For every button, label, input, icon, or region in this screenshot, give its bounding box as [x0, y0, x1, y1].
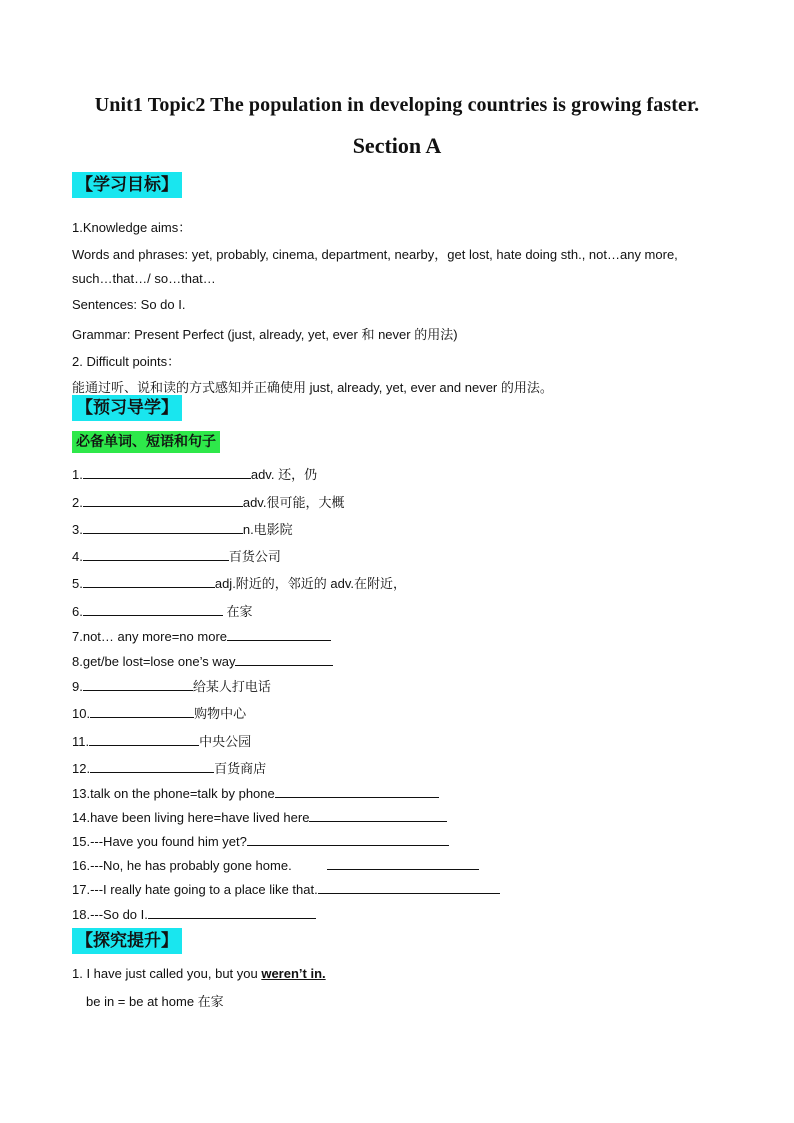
- goals-line-4: Sentences: So do I.: [72, 297, 186, 312]
- list-item: 10. 购物中心: [72, 706, 247, 721]
- list-item: 8.get/be lost=lose one’s way: [72, 652, 333, 669]
- answer-blank[interactable]: [318, 880, 500, 894]
- list-item: 7.not… any more=no more: [72, 627, 331, 644]
- explore-tag: 【探究提升】: [72, 928, 182, 954]
- answer-blank[interactable]: [83, 547, 229, 561]
- answer-blank[interactable]: [83, 677, 193, 691]
- list-item: 6. 在家: [72, 604, 253, 619]
- answer-blank[interactable]: [90, 704, 194, 718]
- list-item: 14.have been living here=have lived here: [72, 808, 447, 825]
- answer-blank[interactable]: [83, 602, 223, 616]
- list-item: 2. adv.很可能，大概: [72, 495, 345, 510]
- answer-blank[interactable]: [83, 493, 243, 507]
- list-item: 1. adv. 还，仍: [72, 467, 318, 482]
- list-item: 16.---No, he has probably gone home.: [72, 856, 479, 873]
- page-title: Unit1 Topic2 The population in developing countries is growing faster.: [94, 94, 700, 116]
- list-item: 5. adj.附近的，邻近的 adv.在附近，: [72, 576, 407, 591]
- list-item: 12. 百货商店: [72, 761, 267, 776]
- answer-blank[interactable]: [83, 574, 215, 588]
- section-title: Section A: [352, 133, 442, 158]
- answer-blank[interactable]: [148, 905, 316, 919]
- goals-line-7: 能通过听、说和读的方式感知并正确使用 just, already, yet, ever and never 的用法。: [72, 380, 553, 395]
- answer-blank[interactable]: [327, 856, 479, 870]
- goals-tag: 【学习目标】: [72, 172, 182, 198]
- goals-line-5: Grammar: Present Perfect (just, already, yet, ever 和 never 的用法): [72, 327, 458, 342]
- list-item: 15.---Have you found him yet?: [72, 832, 449, 849]
- answer-blank[interactable]: [247, 832, 449, 846]
- list-item: 4. 百货公司: [72, 549, 281, 564]
- emphasis-phrase: weren’t in.: [261, 966, 326, 981]
- list-item: 11. 中央公园: [72, 734, 252, 749]
- list-item: 18.---So do I.: [72, 905, 316, 922]
- goals-line-3: such…that…/ so…that…: [72, 271, 216, 286]
- answer-blank[interactable]: [227, 627, 331, 641]
- answer-blank[interactable]: [89, 732, 199, 746]
- list-item: 3. n.电影院: [72, 522, 293, 537]
- explore-line-1: 1. I have just called you, but you weren’t in.: [72, 966, 326, 981]
- answer-blank[interactable]: [83, 465, 251, 479]
- answer-blank[interactable]: [235, 652, 333, 666]
- explore-line-2: be in = be at home 在家: [86, 994, 224, 1009]
- goals-line-6: 2. Difficult points：: [72, 354, 181, 369]
- answer-blank[interactable]: [309, 808, 447, 822]
- answer-blank[interactable]: [83, 520, 243, 534]
- list-item: 13.talk on the phone=talk by phone: [72, 784, 439, 801]
- preview-tag: 【预习导学】: [72, 395, 182, 421]
- list-item: 17.---I really hate going to a place like that.: [72, 880, 500, 897]
- list-item: 9. 给某人打电话: [72, 679, 271, 694]
- goals-line-1: 1.Knowledge aims：: [72, 220, 192, 235]
- preview-subheading: 必备单词、短语和句子: [72, 431, 220, 453]
- answer-blank[interactable]: [275, 784, 439, 798]
- goals-line-2: Words and phrases: yet, probably, cinema, department, nearby，get lost, hate doing sth., not…any more,: [72, 247, 678, 262]
- answer-blank[interactable]: [90, 759, 214, 773]
